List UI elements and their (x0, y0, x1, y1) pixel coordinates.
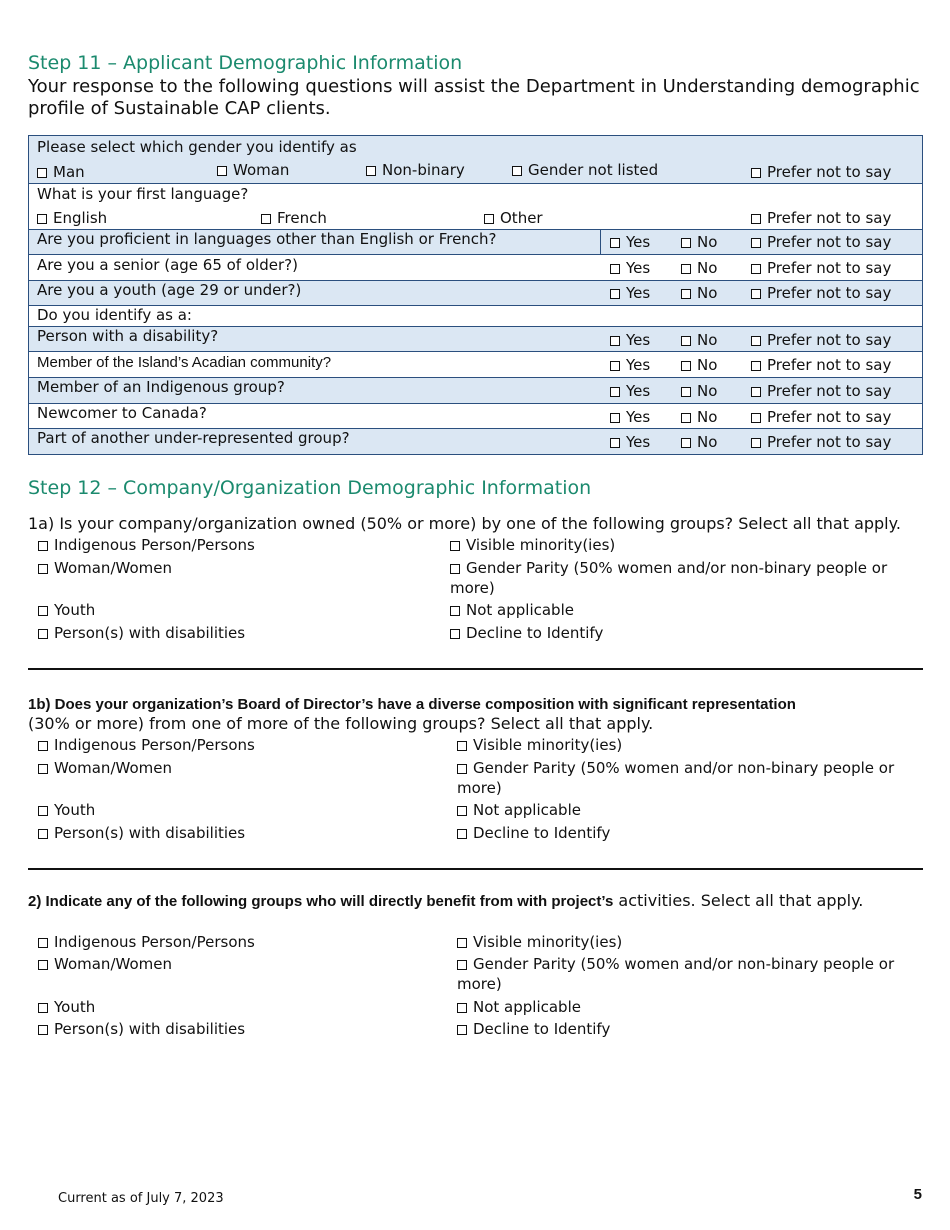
q2-option-women[interactable]: Woman/Women (38, 955, 172, 973)
youth-question: Are you a youth (age 29 or under?) (37, 281, 302, 299)
acadian-row (29, 352, 922, 378)
indigenous-row (29, 378, 922, 404)
checkbox-icon[interactable] (457, 1003, 467, 1013)
q2-option-not-applicable[interactable]: Not applicable (457, 998, 581, 1016)
checkbox-icon[interactable] (681, 438, 691, 448)
checkbox-icon[interactable] (450, 629, 460, 639)
no-option[interactable]: No (681, 433, 717, 451)
q1a-option-women[interactable]: Woman/Women (38, 559, 172, 577)
checkbox-icon[interactable] (610, 289, 620, 299)
checkbox-icon[interactable] (38, 541, 48, 551)
no-option[interactable]: No (681, 356, 717, 374)
checkbox-icon[interactable] (610, 387, 620, 397)
yes-option[interactable]: Yes (610, 331, 650, 349)
section-divider (28, 668, 923, 670)
q1a-option-indigenous[interactable]: Indigenous Person/Persons (38, 536, 255, 554)
identify-header: Do you identify as a: (37, 306, 192, 324)
checkbox-icon[interactable] (38, 764, 48, 774)
checkbox-icon[interactable] (38, 741, 48, 751)
identify-header-row (29, 306, 922, 327)
senior-question: Are you a senior (age 65 of older?) (37, 256, 298, 274)
prefer-not-option[interactable]: Prefer not to say (751, 284, 891, 302)
question-1a: 1a) Is your company/organization owned (50% or more) by one of the following groups? Select all that apply. (28, 514, 901, 533)
checkbox-icon[interactable] (457, 1025, 467, 1035)
q1b-option-youth[interactable]: Youth (38, 801, 95, 819)
checkbox-icon[interactable] (610, 238, 620, 248)
q2-option-youth[interactable]: Youth (38, 998, 95, 1016)
q1b-option-gender-parity[interactable]: Gender Parity (50% women and/or non-binary people or more) (457, 759, 895, 797)
language-row (29, 184, 922, 230)
yes-option[interactable]: Yes (610, 259, 650, 277)
senior-row (29, 255, 922, 281)
checkbox-icon[interactable] (38, 629, 48, 639)
checkbox-icon[interactable] (450, 606, 460, 616)
prefer-not-option[interactable]: Prefer not to say (751, 233, 891, 251)
checkbox-icon[interactable] (751, 214, 761, 224)
prefer-not-option[interactable]: Prefer not to say (751, 382, 891, 400)
q2-option-visible-minority[interactable]: Visible minority(ies) (457, 933, 622, 951)
applicant-demographic-table (28, 135, 923, 455)
checkbox-icon[interactable] (457, 764, 467, 774)
indigenous-question: Member of an Indigenous group? (37, 378, 285, 396)
step-11-intro: Your response to the following questions will assist the Department in Understanding demographic profile of Sustainable CAP clients. (28, 76, 920, 119)
checkbox-icon[interactable] (681, 264, 691, 274)
newcomer-question: Newcomer to Canada? (37, 404, 207, 422)
q1a-option-visible-minority[interactable]: Visible minority(ies) (450, 536, 615, 554)
column-divider (600, 230, 601, 254)
checkbox-icon[interactable] (751, 336, 761, 346)
footer-date: Current as of July 7, 2023 (58, 1191, 224, 1206)
youth-row (29, 281, 922, 306)
page-number: 5 (913, 1186, 922, 1203)
proficient-row (29, 230, 922, 255)
step-11-title: Step 11 – Applicant Demographic Information (28, 52, 463, 74)
q2-option-indigenous[interactable]: Indigenous Person/Persons (38, 933, 255, 951)
prefer-not-option[interactable]: Prefer not to say (751, 408, 891, 426)
q2-option-decline[interactable]: Decline to Identify (457, 1020, 610, 1038)
checkbox-icon[interactable] (610, 438, 620, 448)
checkbox-icon[interactable] (681, 238, 691, 248)
checkbox-icon[interactable] (38, 1003, 48, 1013)
checkbox-icon[interactable] (38, 829, 48, 839)
checkbox-icon[interactable] (751, 264, 761, 274)
question-1b: 1b) Does your organization’s Board of Director’s have a diverse composition with significant representation (30% or more) from one of more of the following groups? Select all that apply. (28, 696, 796, 733)
no-option[interactable]: No (681, 382, 717, 400)
section-divider (28, 868, 923, 870)
gender-option-non-binary[interactable]: Non-binary (366, 161, 465, 179)
checkbox-icon[interactable] (484, 214, 494, 224)
q1b-option-disabilities[interactable]: Person(s) with disabilities (38, 824, 245, 842)
q1b-option-visible-minority[interactable]: Visible minority(ies) (457, 736, 622, 754)
checkbox-icon[interactable] (217, 166, 227, 176)
under-represented-question: Part of another under-represented group? (37, 429, 350, 447)
no-option[interactable]: No (681, 233, 717, 251)
checkbox-icon[interactable] (681, 413, 691, 423)
checkbox-icon[interactable] (751, 168, 761, 178)
checkbox-icon[interactable] (457, 806, 467, 816)
q2-option-disabilities[interactable]: Person(s) with disabilities (38, 1020, 245, 1038)
checkbox-icon[interactable] (450, 541, 460, 551)
checkbox-icon[interactable] (751, 238, 761, 248)
acadian-question: Member of the Island’s Acadian community? (37, 354, 332, 371)
checkbox-icon[interactable] (38, 564, 48, 574)
checkbox-icon[interactable] (457, 960, 467, 970)
yes-option[interactable]: Yes (610, 233, 650, 251)
checkbox-icon[interactable] (38, 1025, 48, 1035)
yes-option[interactable]: Yes (610, 433, 650, 451)
disability-row (29, 327, 922, 352)
q1b-option-decline[interactable]: Decline to Identify (457, 824, 610, 842)
checkbox-icon[interactable] (450, 564, 460, 574)
q2-option-gender-parity[interactable]: Gender Parity (50% women and/or non-binary people or more) (457, 955, 895, 993)
yes-option[interactable]: Yes (610, 356, 650, 374)
no-option[interactable]: No (681, 408, 717, 426)
checkbox-icon[interactable] (38, 606, 48, 616)
no-option[interactable]: No (681, 331, 717, 349)
checkbox-icon[interactable] (751, 289, 761, 299)
gender-question: Please select which gender you identify as (37, 138, 357, 156)
prefer-not-option[interactable]: Prefer not to say (751, 356, 891, 374)
checkbox-icon[interactable] (38, 806, 48, 816)
checkbox-icon[interactable] (512, 166, 522, 176)
language-question: What is your first language? (37, 185, 249, 203)
q1b-option-indigenous[interactable]: Indigenous Person/Persons (38, 736, 255, 754)
proficient-question: Are you proficient in languages other than English or French? (37, 230, 497, 248)
gender-option-woman[interactable]: Woman (217, 161, 289, 179)
prefer-not-option[interactable]: Prefer not to say (751, 259, 891, 277)
language-option-prefer-not[interactable]: Prefer not to say (751, 209, 891, 227)
q1a-option-youth[interactable]: Youth (38, 601, 95, 619)
prefer-not-option[interactable]: Prefer not to say (751, 433, 891, 451)
disability-question: Person with a disability? (37, 327, 219, 345)
yes-option[interactable]: Yes (610, 408, 650, 426)
checkbox-icon[interactable] (751, 413, 761, 423)
q1b-option-not-applicable[interactable]: Not applicable (457, 801, 581, 819)
checkbox-icon[interactable] (261, 214, 271, 224)
checkbox-icon[interactable] (38, 960, 48, 970)
q1a-option-disabilities[interactable]: Person(s) with disabilities (38, 624, 245, 642)
language-option-other[interactable]: Other (484, 209, 543, 227)
language-option-french[interactable]: French (261, 209, 327, 227)
checkbox-icon[interactable] (457, 829, 467, 839)
checkbox-icon[interactable] (681, 387, 691, 397)
checkbox-icon[interactable] (37, 214, 47, 224)
gender-row (29, 136, 922, 184)
checkbox-icon[interactable] (610, 361, 620, 371)
checkbox-icon[interactable] (457, 741, 467, 751)
checkbox-icon[interactable] (610, 413, 620, 423)
q1b-option-women[interactable]: Woman/Women (38, 759, 172, 777)
checkbox-icon[interactable] (751, 361, 761, 371)
checkbox-icon[interactable] (38, 938, 48, 948)
checkbox-icon[interactable] (681, 361, 691, 371)
gender-option-not-listed[interactable]: Gender not listed (512, 161, 658, 179)
language-option-english[interactable]: English (37, 209, 107, 227)
yes-option[interactable]: Yes (610, 284, 650, 302)
q1a-option-not-applicable[interactable]: Not applicable (450, 601, 574, 619)
checkbox-icon[interactable] (457, 938, 467, 948)
checkbox-icon[interactable] (751, 387, 761, 397)
checkbox-icon[interactable] (751, 438, 761, 448)
yes-option[interactable]: Yes (610, 382, 650, 400)
checkbox-icon[interactable] (610, 336, 620, 346)
checkbox-icon[interactable] (37, 168, 47, 178)
gender-option-prefer-not[interactable]: Prefer not to say (751, 163, 891, 181)
prefer-not-option[interactable]: Prefer not to say (751, 331, 891, 349)
checkbox-icon[interactable] (366, 166, 376, 176)
question-2: 2) Indicate any of the following groups who will directly benefit from with project’s activities. Select all that apply. (28, 891, 864, 910)
checkbox-icon[interactable] (681, 336, 691, 346)
no-option[interactable]: No (681, 284, 717, 302)
newcomer-row (29, 404, 922, 429)
no-option[interactable]: No (681, 259, 717, 277)
under-represented-row (29, 429, 922, 454)
gender-option-man[interactable]: Man (37, 163, 85, 181)
step-12-title: Step 12 – Company/Organization Demographic Information (28, 477, 592, 499)
q1a-option-decline[interactable]: Decline to Identify (450, 624, 603, 642)
checkbox-icon[interactable] (681, 289, 691, 299)
checkbox-icon[interactable] (610, 264, 620, 274)
q1a-option-gender-parity[interactable]: Gender Parity (50% women and/or non-binary people or more) (450, 559, 888, 597)
